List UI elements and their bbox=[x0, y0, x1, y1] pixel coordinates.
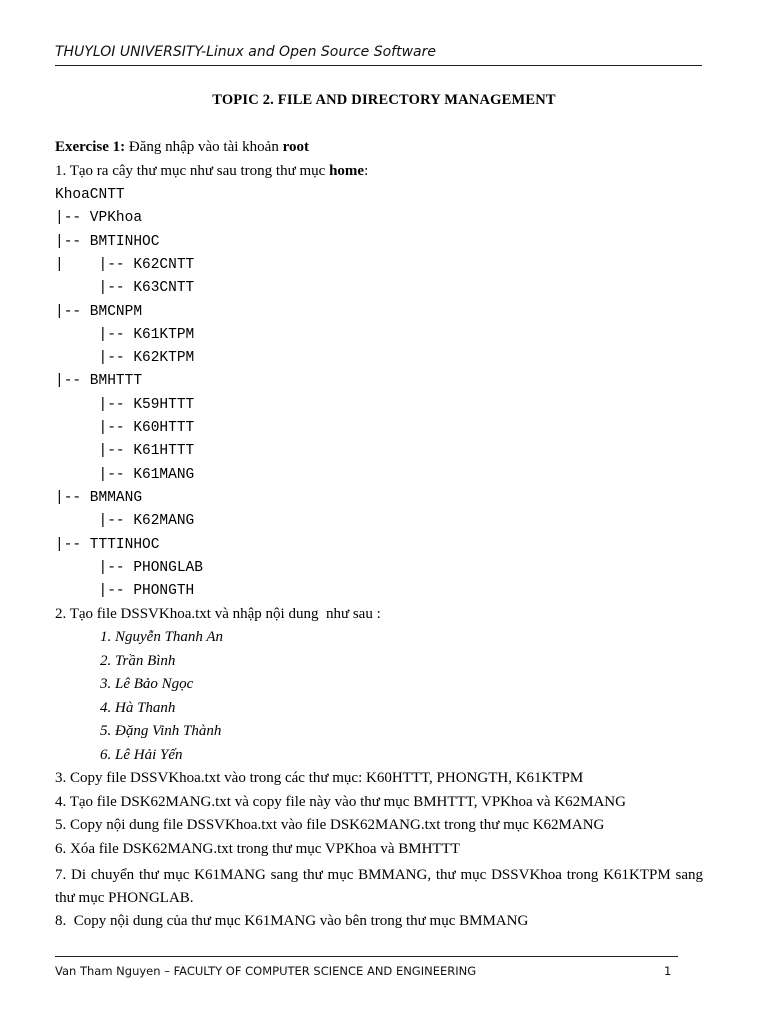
tree-entry: |-- K60HTTT bbox=[55, 420, 195, 436]
student-name: 5. Đặng Vinh Thành bbox=[100, 723, 222, 739]
tree-entry: |-- K63CNTT bbox=[55, 280, 195, 297]
tree-entry: |-- BMCNPM bbox=[55, 303, 143, 320]
step-7: 7. Di chuyển thư mục K61MANG sang thư mục BMMANG, thư mục DSSVKhoa trong K61KTPM sang thư mục PHONGLAB. bbox=[55, 867, 703, 906]
tree-entry: |-- K62MANG bbox=[55, 513, 195, 530]
tree-entry: |-- TTTINHOC bbox=[55, 536, 160, 553]
step-1 bbox=[55, 163, 368, 180]
tree-entry: |-- K59HTTT bbox=[55, 396, 195, 413]
step-1-text: 1. Tạo ra cây thư mục như sau trong thư mục bbox=[55, 163, 330, 179]
page-title: TOPIC 2. FILE AND DIRECTORY MANAGEMENT bbox=[212, 92, 556, 108]
footer-divider bbox=[55, 956, 678, 957]
tree-entry: | |-- K62CNTT bbox=[55, 256, 195, 273]
exercise-heading bbox=[55, 139, 309, 156]
exercise-text: Đăng nhập vào tài khoản bbox=[125, 139, 283, 155]
tree-entry: |-- VPKhoa bbox=[55, 210, 143, 227]
tree-entry: |-- BMMANG bbox=[55, 489, 143, 506]
student-name: 3. Lê Bảo Ngọc bbox=[100, 676, 194, 692]
page-number: 1 bbox=[664, 964, 672, 978]
step-item: 4. Tạo file DSK62MANG.txt và copy file này vào thư mục BMHTTT, VPKhoa và K62MANG bbox=[55, 793, 626, 810]
student-name: 2. Trần Bình bbox=[100, 652, 176, 669]
tree-entry: |-- K61KTPM bbox=[55, 326, 195, 343]
student-name: 1. Nguyễn Thanh An bbox=[100, 629, 224, 645]
step-1-tail: : bbox=[364, 163, 369, 179]
header-divider bbox=[55, 65, 702, 66]
tree-entry: |-- BMTINHOC bbox=[55, 233, 160, 250]
exercise-root: root bbox=[282, 139, 309, 155]
step-2: 2. Tạo file DSSVKhoa.txt và nhập nội dung như sau : bbox=[55, 606, 381, 622]
step-8: 8. Copy nội dung của thư mục K61MANG vào bên trong thư mục BMMANG bbox=[55, 913, 529, 929]
page-header: THUYLOI UNIVERSITY-Linux and Open Source Software bbox=[55, 44, 437, 60]
student-name: 6. Lê Hải Yến bbox=[100, 746, 183, 763]
tree-entry: |-- K61HTTT bbox=[55, 443, 195, 460]
tree-entry: |-- K62KTPM bbox=[55, 350, 195, 367]
step-item: 3. Copy file DSSVKhoa.txt vào trong các thư mục: K60HTTT, PHONGTH, K61KTPM bbox=[55, 770, 584, 786]
tree-entry: |-- PHONGTH bbox=[55, 583, 195, 600]
step-item: 6. Xóa file DSK62MANG.txt trong thư mục VPKhoa và BMHTTT bbox=[55, 840, 460, 857]
step-item: 5. Copy nội dung file DSSVKhoa.txt vào file DSK62MANG.txt trong thư mục K62MANG bbox=[55, 817, 605, 833]
tree-entry: |-- BMHTTT bbox=[55, 373, 143, 390]
step-1-bold: home bbox=[329, 163, 365, 179]
student-name: 4. Hà Thanh bbox=[100, 699, 176, 716]
page-footer: Van Tham Nguyen – FACULTY OF COMPUTER SCIENCE AND ENGINEERING bbox=[55, 964, 477, 978]
tree-entry: KhoaCNTT bbox=[55, 187, 125, 203]
exercise-label: Exercise 1: bbox=[55, 139, 126, 155]
tree-entry: |-- K61MANG bbox=[55, 466, 195, 483]
tree-entry: |-- PHONGLAB bbox=[55, 559, 203, 576]
